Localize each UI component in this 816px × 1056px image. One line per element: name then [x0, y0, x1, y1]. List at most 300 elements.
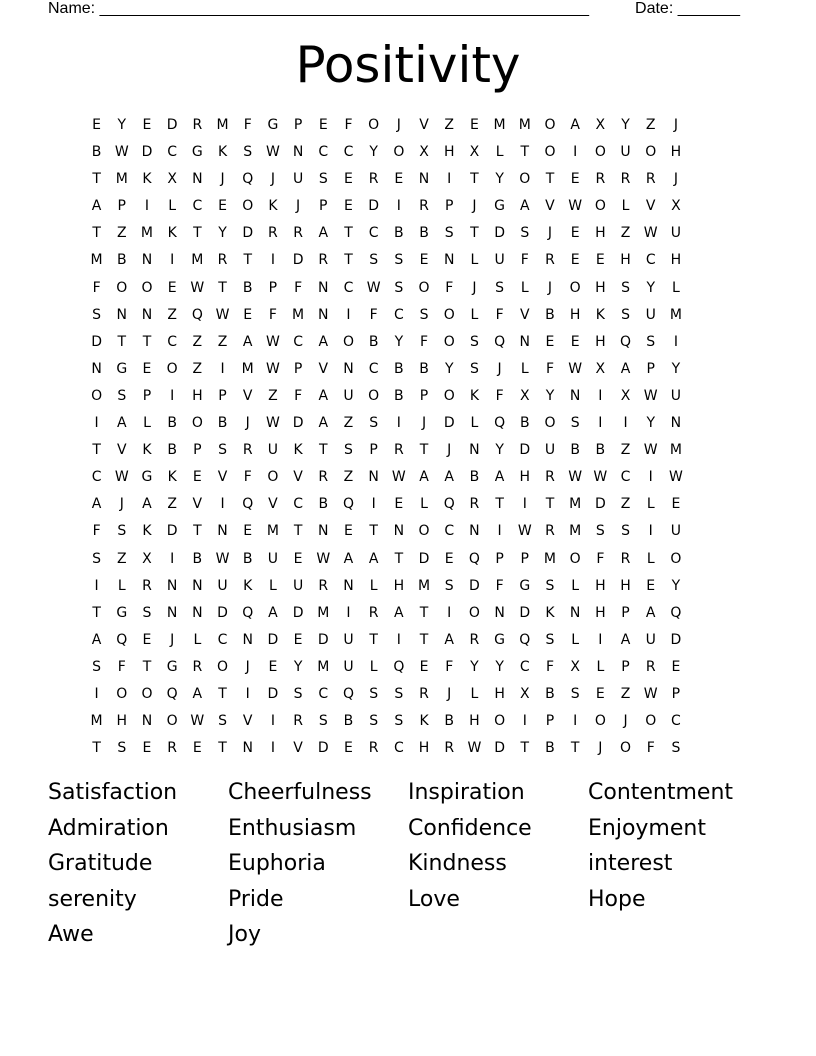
- grid-letter: H: [519, 469, 531, 486]
- grid-row: [84, 169, 689, 196]
- grid-letter: B: [595, 442, 606, 459]
- grid-letter: E: [243, 306, 253, 323]
- grid-letter: B: [343, 713, 354, 730]
- grid-letter: E: [142, 360, 152, 377]
- grid-letter: J: [472, 198, 477, 215]
- grid-letter: J: [472, 279, 477, 296]
- grid-letter: L: [168, 198, 177, 215]
- grid-letter: F: [495, 387, 504, 404]
- grid-letter: F: [92, 279, 101, 296]
- grid-letter: E: [671, 496, 681, 513]
- grid-letter: H: [116, 713, 128, 730]
- grid-letter: J: [296, 198, 301, 215]
- grid-row: [84, 115, 689, 142]
- grid-letter: N: [318, 306, 329, 323]
- grid-letter: H: [595, 333, 606, 350]
- grid-letter: L: [117, 577, 126, 594]
- grid-letter: Z: [192, 360, 203, 377]
- grid-letter: B: [394, 225, 404, 242]
- grid-letter: S: [117, 523, 127, 540]
- grid-letter: O: [116, 279, 128, 296]
- grid-letter: B: [444, 713, 455, 730]
- grid-letter: X: [620, 387, 631, 404]
- word-list-item: Hope: [588, 886, 646, 912]
- grid-letter: D: [292, 252, 304, 269]
- grid-letter: I: [144, 198, 150, 215]
- grid-letter: T: [319, 442, 328, 459]
- grid-letter: E: [293, 631, 303, 648]
- grid-letter: B: [545, 306, 555, 323]
- name-field-label[interactable]: Name: _______________________________________________________: [48, 0, 589, 17]
- grid-letter: E: [142, 740, 152, 757]
- grid-letter: E: [268, 658, 278, 675]
- grid-letter: E: [192, 740, 202, 757]
- grid-letter: W: [316, 550, 331, 567]
- grid-letter: N: [318, 523, 329, 540]
- grid-letter: F: [243, 469, 252, 486]
- grid-letter: L: [596, 658, 605, 675]
- grid-letter: F: [92, 523, 101, 540]
- grid-letter: D: [469, 577, 480, 594]
- grid-letter: F: [545, 360, 554, 377]
- grid-letter: T: [92, 225, 101, 242]
- grid-letter: W: [265, 144, 280, 161]
- grid-letter: S: [621, 523, 630, 540]
- grid-letter: S: [318, 171, 328, 188]
- grid-letter: E: [344, 171, 353, 188]
- grid-letter: X: [595, 117, 606, 133]
- grid-letter: G: [494, 198, 506, 215]
- grid-letter: L: [520, 360, 529, 377]
- grid-letter: I: [598, 631, 603, 648]
- grid-letter: Y: [293, 658, 303, 675]
- grid-letter: E: [167, 279, 177, 296]
- grid-letter: Q: [342, 685, 354, 702]
- grid-letter: J: [623, 713, 628, 730]
- grid-letter: C: [444, 523, 455, 540]
- grid-letter: E: [469, 117, 479, 133]
- grid-row: [84, 332, 689, 359]
- grid-letter: B: [570, 442, 580, 459]
- grid-letter: I: [396, 198, 401, 215]
- grid-letter: K: [545, 604, 555, 621]
- grid-letter: N: [192, 604, 203, 621]
- grid-letter: R: [620, 171, 631, 188]
- grid-letter: S: [318, 713, 328, 730]
- grid-letter: G: [116, 360, 128, 377]
- grid-letter: P: [671, 685, 681, 702]
- grid-letter: C: [368, 360, 379, 377]
- grid-letter: V: [192, 496, 203, 513]
- grid-letter: A: [444, 631, 454, 648]
- grid-letter: A: [620, 360, 631, 377]
- grid-letter: W: [643, 442, 658, 459]
- grid-letter: T: [545, 171, 555, 188]
- grid-letter: R: [595, 171, 606, 188]
- grid-letter: M: [90, 252, 103, 269]
- grid-letter: O: [645, 144, 657, 161]
- grid-letter: I: [94, 685, 99, 702]
- grid-letter: I: [220, 360, 225, 377]
- grid-letter: I: [371, 496, 376, 513]
- grid-letter: I: [648, 523, 653, 540]
- grid-letter: Q: [242, 496, 254, 513]
- grid-letter: P: [293, 117, 303, 133]
- grid-letter: V: [242, 713, 253, 730]
- grid-letter: I: [598, 387, 603, 404]
- grid-letter: S: [469, 360, 479, 377]
- grid-letter: L: [193, 631, 202, 648]
- grid-letter: H: [443, 144, 455, 161]
- grid-letter: X: [570, 658, 580, 675]
- grid-letter: S: [545, 577, 555, 594]
- grid-letter: M: [417, 577, 431, 594]
- grid-letter: O: [166, 713, 178, 730]
- grid-letter: B: [116, 252, 127, 269]
- grid-letter: I: [270, 252, 275, 269]
- grid-letter: Y: [621, 117, 630, 133]
- grid-letter: W: [114, 144, 129, 161]
- grid-letter: U: [670, 225, 682, 242]
- grid-letter: K: [243, 577, 253, 594]
- grid-letter: L: [571, 577, 580, 594]
- grid-row: [84, 711, 689, 738]
- grid-letter: S: [218, 713, 227, 730]
- grid-letter: W: [114, 469, 129, 486]
- grid-letter: W: [643, 685, 658, 702]
- grid-letter: N: [343, 360, 354, 377]
- grid-letter: M: [317, 604, 330, 621]
- grid-letter: S: [117, 740, 127, 757]
- grid-letter: A: [116, 415, 127, 432]
- grid-letter: R: [469, 496, 480, 513]
- grid-letter: K: [142, 442, 152, 459]
- grid-letter: D: [368, 198, 380, 215]
- grid-letter: V: [519, 306, 530, 323]
- grid-letter: Q: [443, 496, 455, 513]
- grid-letter: D: [670, 631, 682, 648]
- grid-letter: I: [673, 333, 678, 350]
- grid-letter: B: [217, 415, 228, 432]
- grid-letter: X: [469, 144, 480, 161]
- grid-letter: U: [620, 144, 631, 161]
- grid-letter: T: [142, 658, 152, 675]
- grid-letter: F: [495, 306, 504, 323]
- grid-letter: R: [167, 740, 178, 757]
- grid-letter: I: [170, 550, 175, 567]
- grid-letter: W: [517, 523, 532, 540]
- grid-letter: S: [520, 225, 530, 242]
- grid-letter: B: [242, 550, 253, 567]
- grid-letter: S: [469, 333, 479, 350]
- grid-letter: A: [318, 333, 329, 350]
- grid-letter: Z: [268, 387, 278, 404]
- grid-letter: L: [420, 496, 428, 513]
- grid-letter: R: [142, 577, 152, 594]
- grid-letter: O: [594, 713, 606, 730]
- grid-letter: S: [621, 306, 630, 323]
- grid-letter: R: [217, 252, 228, 269]
- grid-row: [84, 603, 689, 630]
- word-list-item: serenity: [48, 886, 137, 912]
- grid-letter: J: [447, 442, 452, 459]
- grid-letter: H: [494, 685, 505, 702]
- grid-letter: T: [293, 523, 303, 540]
- grid-letter: F: [596, 550, 605, 567]
- grid-letter: K: [469, 387, 479, 404]
- grid-letter: S: [570, 685, 580, 702]
- grid-row: [84, 657, 689, 684]
- grid-letter: N: [343, 577, 354, 594]
- grid-letter: P: [369, 442, 378, 459]
- grid-letter: P: [319, 198, 328, 215]
- grid-letter: W: [366, 279, 381, 296]
- grid-letter: L: [470, 252, 479, 269]
- grid-letter: O: [594, 198, 606, 215]
- grid-letter: Z: [116, 225, 127, 242]
- grid-letter: R: [192, 658, 203, 675]
- grid-letter: E: [570, 225, 580, 242]
- grid-letter: L: [143, 415, 151, 432]
- grid-letter: E: [218, 198, 227, 215]
- grid-letter: T: [92, 171, 101, 188]
- grid-letter: L: [495, 144, 504, 161]
- grid-letter: F: [445, 658, 454, 675]
- grid-letter: D: [494, 740, 505, 757]
- grid-letter: D: [594, 496, 606, 513]
- grid-letter: L: [520, 279, 529, 296]
- grid-letter: V: [545, 198, 555, 215]
- grid-letter: T: [218, 685, 227, 702]
- grid-letter: J: [245, 415, 250, 432]
- grid-letter: D: [166, 117, 178, 133]
- grid-letter: I: [522, 713, 527, 730]
- grid-letter: D: [217, 604, 228, 621]
- grid-letter: G: [116, 604, 128, 621]
- grid-letter: N: [418, 171, 430, 188]
- grid-row: [84, 440, 689, 467]
- grid-letter: D: [242, 225, 254, 242]
- grid-row: [84, 142, 689, 169]
- grid-letter: T: [470, 171, 479, 188]
- grid-letter: O: [670, 550, 682, 567]
- grid-letter: I: [94, 415, 99, 432]
- grid-letter: D: [267, 631, 279, 648]
- grid-letter: Y: [646, 279, 655, 296]
- grid-letter: J: [547, 225, 553, 242]
- grid-letter: K: [419, 713, 429, 730]
- grid-letter: Y: [545, 387, 555, 404]
- grid-letter: I: [497, 523, 502, 540]
- page-title: Positivity: [295, 36, 521, 94]
- grid-letter: R: [268, 225, 278, 242]
- grid-letter: N: [519, 333, 531, 350]
- grid-letter: Z: [343, 469, 354, 486]
- grid-letter: W: [467, 740, 482, 757]
- grid-letter: A: [343, 550, 354, 567]
- grid-letter: L: [621, 198, 630, 215]
- grid-letter: B: [394, 387, 404, 404]
- grid-letter: T: [117, 333, 127, 350]
- word-list-item: Joy: [228, 922, 261, 947]
- grid-letter: H: [670, 252, 682, 269]
- grid-row: [84, 630, 689, 657]
- grid-letter: S: [218, 442, 227, 459]
- grid-letter: Q: [393, 658, 405, 675]
- grid-letter: J: [497, 360, 502, 377]
- grid-letter: R: [419, 685, 429, 702]
- grid-row: [84, 305, 689, 332]
- grid-letter: O: [141, 279, 153, 296]
- grid-letter: F: [495, 577, 504, 594]
- grid-letter: O: [91, 387, 103, 404]
- grid-letter: L: [646, 550, 655, 567]
- grid-letter: A: [318, 387, 329, 404]
- grid-letter: Z: [620, 496, 631, 513]
- grid-letter: H: [393, 577, 405, 594]
- grid-letter: F: [646, 740, 655, 757]
- grid-letter: S: [92, 550, 102, 567]
- grid-letter: S: [243, 144, 253, 161]
- grid-letter: O: [166, 360, 178, 377]
- grid-letter: R: [368, 171, 379, 188]
- word-list-item: Admiration: [48, 815, 169, 841]
- grid-letter: N: [166, 577, 178, 594]
- grid-letter: S: [394, 713, 404, 730]
- grid-letter: J: [119, 496, 124, 513]
- grid-letter: V: [293, 740, 303, 757]
- grid-letter: N: [217, 523, 228, 540]
- grid-letter: X: [671, 198, 681, 215]
- grid-letter: R: [318, 577, 329, 594]
- grid-letter: E: [344, 523, 353, 540]
- grid-letter: S: [344, 442, 353, 459]
- grid-letter: Y: [646, 415, 655, 432]
- grid-row: [84, 738, 689, 765]
- grid-letter: O: [217, 658, 229, 675]
- grid-letter: H: [569, 306, 581, 323]
- grid-letter: M: [518, 117, 531, 133]
- grid-letter: S: [545, 631, 555, 648]
- grid-letter: Z: [192, 333, 203, 350]
- header: [48, 0, 740, 20]
- grid-row: [84, 413, 689, 440]
- grid-letter: Y: [470, 658, 479, 675]
- grid-letter: W: [568, 198, 583, 215]
- grid-letter: P: [117, 198, 126, 215]
- grid-letter: T: [470, 225, 479, 242]
- grid-letter: B: [318, 496, 329, 513]
- grid-letter: A: [394, 604, 404, 621]
- grid-letter: R: [645, 658, 656, 675]
- grid-letter: N: [494, 604, 505, 621]
- grid-letter: R: [192, 117, 203, 133]
- grid-letter: T: [218, 740, 227, 757]
- grid-row: [84, 386, 689, 413]
- grid-letter: I: [346, 604, 351, 621]
- grid-letter: S: [570, 415, 580, 432]
- grid-letter: T: [218, 279, 227, 296]
- grid-letter: C: [167, 144, 178, 161]
- grid-letter: L: [646, 496, 655, 513]
- grid-letter: A: [368, 550, 379, 567]
- grid-letter: D: [494, 225, 505, 242]
- grid-letter: J: [396, 117, 401, 133]
- grid-letter: S: [369, 252, 379, 269]
- grid-letter: T: [495, 496, 504, 513]
- grid-letter: C: [671, 713, 681, 730]
- grid-letter: D: [292, 604, 304, 621]
- grid-letter: K: [268, 198, 278, 215]
- grid-letter: O: [569, 279, 581, 296]
- grid-letter: T: [394, 550, 404, 567]
- grid-letter: H: [595, 604, 606, 621]
- grid-letter: Q: [468, 550, 480, 567]
- word-list-item: Satisfaction: [48, 780, 178, 805]
- grid-letter: J: [270, 171, 275, 188]
- word-list-item: Kindness: [408, 851, 507, 876]
- grid-letter: X: [595, 360, 606, 377]
- grid-letter: S: [394, 252, 404, 269]
- grid-letter: F: [420, 333, 429, 350]
- grid-letter: U: [670, 523, 682, 540]
- grid-letter: Z: [444, 117, 455, 133]
- grid-letter: N: [670, 415, 682, 432]
- word-list-item: Enthusiasm: [228, 815, 357, 841]
- grid-letter: D: [141, 144, 153, 161]
- grid-letter: E: [318, 117, 328, 133]
- grid-letter: O: [267, 469, 279, 486]
- grid-letter: D: [317, 631, 329, 648]
- grid-letter: K: [595, 306, 605, 323]
- grid-letter: C: [293, 333, 303, 350]
- grid-letter: C: [293, 496, 303, 513]
- grid-letter: K: [217, 144, 228, 161]
- grid-letter: I: [573, 144, 578, 161]
- grid-letter: I: [346, 306, 351, 323]
- grid-letter: B: [545, 685, 555, 702]
- grid-letter: P: [621, 604, 630, 621]
- word-list-item: Cheerfulness: [228, 780, 372, 805]
- grid-letter: P: [545, 713, 555, 730]
- grid-letter: I: [648, 469, 653, 486]
- grid-letter: B: [192, 550, 203, 567]
- grid-letter: D: [519, 604, 531, 621]
- grid-letter: I: [245, 685, 250, 702]
- grid-letter: S: [117, 387, 127, 404]
- grid-letter: T: [520, 144, 530, 161]
- grid-letter: Y: [394, 333, 404, 350]
- grid-letter: I: [396, 631, 401, 648]
- grid-letter: O: [468, 604, 480, 621]
- grid-letter: T: [92, 740, 101, 757]
- grid-letter: D: [267, 685, 279, 702]
- grid-letter: B: [91, 144, 102, 161]
- grid-letter: W: [568, 469, 583, 486]
- grid-letter: Y: [218, 225, 227, 242]
- date-field-label[interactable]: Date: _______: [635, 0, 740, 17]
- grid-letter: P: [293, 360, 303, 377]
- grid-letter: T: [369, 523, 378, 540]
- grid-letter: E: [344, 740, 353, 757]
- grid-letter: R: [469, 631, 480, 648]
- grid-letter: X: [167, 171, 177, 188]
- grid-letter: B: [519, 415, 530, 432]
- grid-letter: L: [369, 577, 378, 594]
- grid-letter: C: [318, 144, 329, 161]
- grid-letter: T: [193, 523, 202, 540]
- grid-letter: I: [623, 415, 628, 432]
